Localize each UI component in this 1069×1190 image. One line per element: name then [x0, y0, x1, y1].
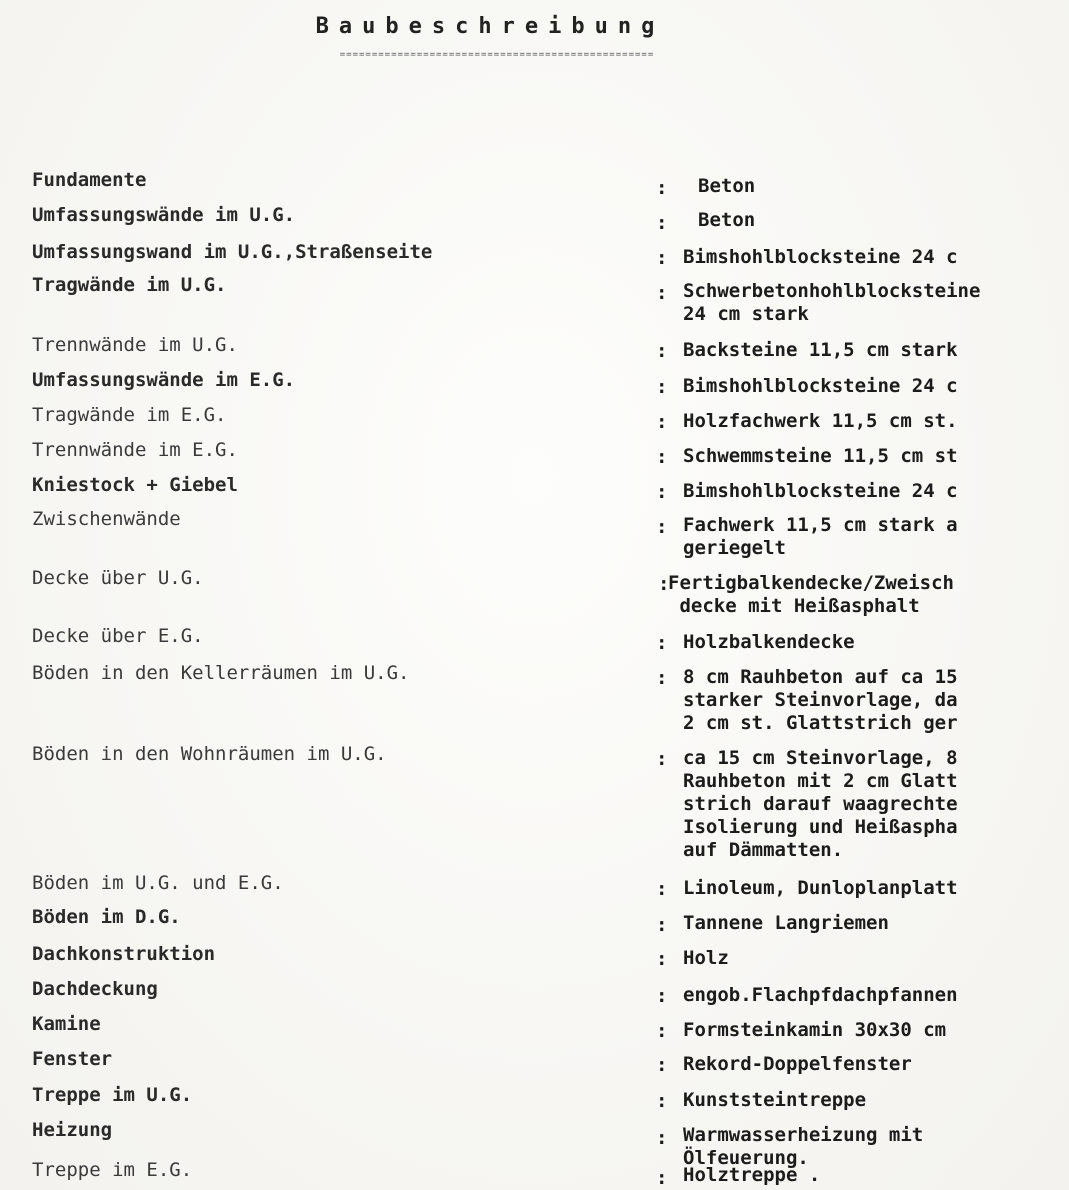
item-label: Kamine: [32, 1013, 101, 1035]
item-value: Schwerbetonhohlblocksteine 24 cm stark: [683, 280, 981, 325]
item-label: Umfassungswände im U.G.: [32, 204, 296, 226]
item-label: Umfassungswände im E.G.: [32, 369, 296, 391]
item-value: ca 15 cm Steinvorlage, 8 Rauhbeton mit 2 cm Glatt strich darauf waagrechte Isolierung und Heißaspha auf Dämmatten.: [683, 747, 958, 861]
item-label: Umfassungswand im U.G.,Straßenseite: [32, 241, 433, 263]
item-value: Formsteinkamin 30x30 cm: [683, 1019, 947, 1041]
item-label: Dachkonstruktion: [32, 943, 216, 965]
item-label: Decke über E.G.: [32, 625, 204, 647]
item-value: Bimshohlblocksteine 24 c: [683, 246, 958, 268]
item-value: Bimshohlblocksteine 24 c: [683, 480, 958, 502]
colon: :: [658, 573, 670, 595]
item-value: Tannene Langriemen: [683, 912, 889, 934]
item-value: Linoleum, Dunloplanplatt: [683, 877, 958, 899]
colon: :: [656, 212, 668, 234]
colon: :: [656, 340, 668, 362]
colon: :: [656, 446, 668, 468]
item-label: Böden im U.G. und E.G.: [32, 872, 284, 894]
item-value: Holz: [683, 947, 729, 969]
colon: :: [656, 376, 668, 398]
item-label: Tragwände im E.G.: [32, 404, 227, 426]
item-label: Böden im D.G.: [32, 906, 181, 928]
item-label: Böden in den Wohnräumen im U.G.: [32, 743, 387, 765]
item-value: 8 cm Rauhbeton auf ca 15 starker Steinvorlage, da 2 cm st. Glattstrich ger: [683, 666, 958, 734]
item-label: Tragwände im U.G.: [32, 274, 227, 296]
colon: :: [656, 667, 668, 689]
colon: :: [656, 632, 668, 654]
colon: :: [656, 1167, 668, 1189]
colon: :: [656, 914, 668, 936]
colon: :: [656, 247, 668, 269]
item-value: Fachwerk 11,5 cm stark a geriegelt: [683, 514, 958, 559]
document-title: Baubeschreibung: [315, 14, 665, 39]
item-label: Kniestock + Giebel: [32, 474, 238, 496]
item-value: Fertigbalkendecke/Zweisch decke mit Heißasphalt: [668, 572, 954, 617]
colon: :: [656, 948, 668, 970]
colon: :: [656, 481, 668, 503]
item-label: Heizung: [32, 1119, 113, 1141]
colon: :: [656, 411, 668, 433]
colon: :: [656, 1020, 668, 1042]
item-label: Treppe im U.G.: [32, 1084, 193, 1106]
item-value: Rekord-Doppelfenster: [683, 1053, 912, 1075]
item-label: Böden in den Kellerräumen im U.G.: [32, 662, 410, 684]
item-label: Trennwände im U.G.: [32, 334, 238, 356]
item-value: Holztreppe .: [683, 1164, 821, 1186]
colon: :: [656, 1127, 668, 1149]
item-value: Holzbalkendecke: [683, 631, 855, 653]
item-value: Beton: [698, 209, 756, 231]
colon: :: [656, 1054, 668, 1076]
item-label: Fundamente: [32, 169, 147, 191]
item-value: engob.Flachpfdachpfannen: [683, 984, 958, 1006]
item-label: Treppe im E.G.: [32, 1159, 193, 1181]
colon: :: [656, 177, 668, 199]
colon: :: [656, 282, 668, 304]
item-value: Beton: [698, 175, 756, 197]
colon: :: [656, 516, 668, 538]
item-label: Zwischenwände: [32, 508, 181, 530]
item-label: Fenster: [32, 1048, 113, 1070]
colon: :: [656, 1090, 668, 1112]
item-value: Kunststeintreppe: [683, 1089, 867, 1111]
item-label: Dachdeckung: [32, 978, 158, 1000]
title-underline: =================================================: [339, 50, 655, 60]
item-label: Trennwände im E.G.: [32, 439, 238, 461]
item-value: Schwemmsteine 11,5 cm st: [683, 445, 958, 467]
item-value: Backsteine 11,5 cm stark: [683, 339, 958, 361]
item-value: Bimshohlblocksteine 24 c: [683, 375, 958, 397]
colon: :: [656, 985, 668, 1007]
item-value: Warmwasserheizung mit Ölfeuerung.: [683, 1124, 924, 1169]
colon: :: [656, 748, 668, 770]
colon: :: [656, 878, 668, 900]
item-value: Holzfachwerk 11,5 cm st.: [683, 410, 958, 432]
item-label: Decke über U.G.: [32, 567, 204, 589]
